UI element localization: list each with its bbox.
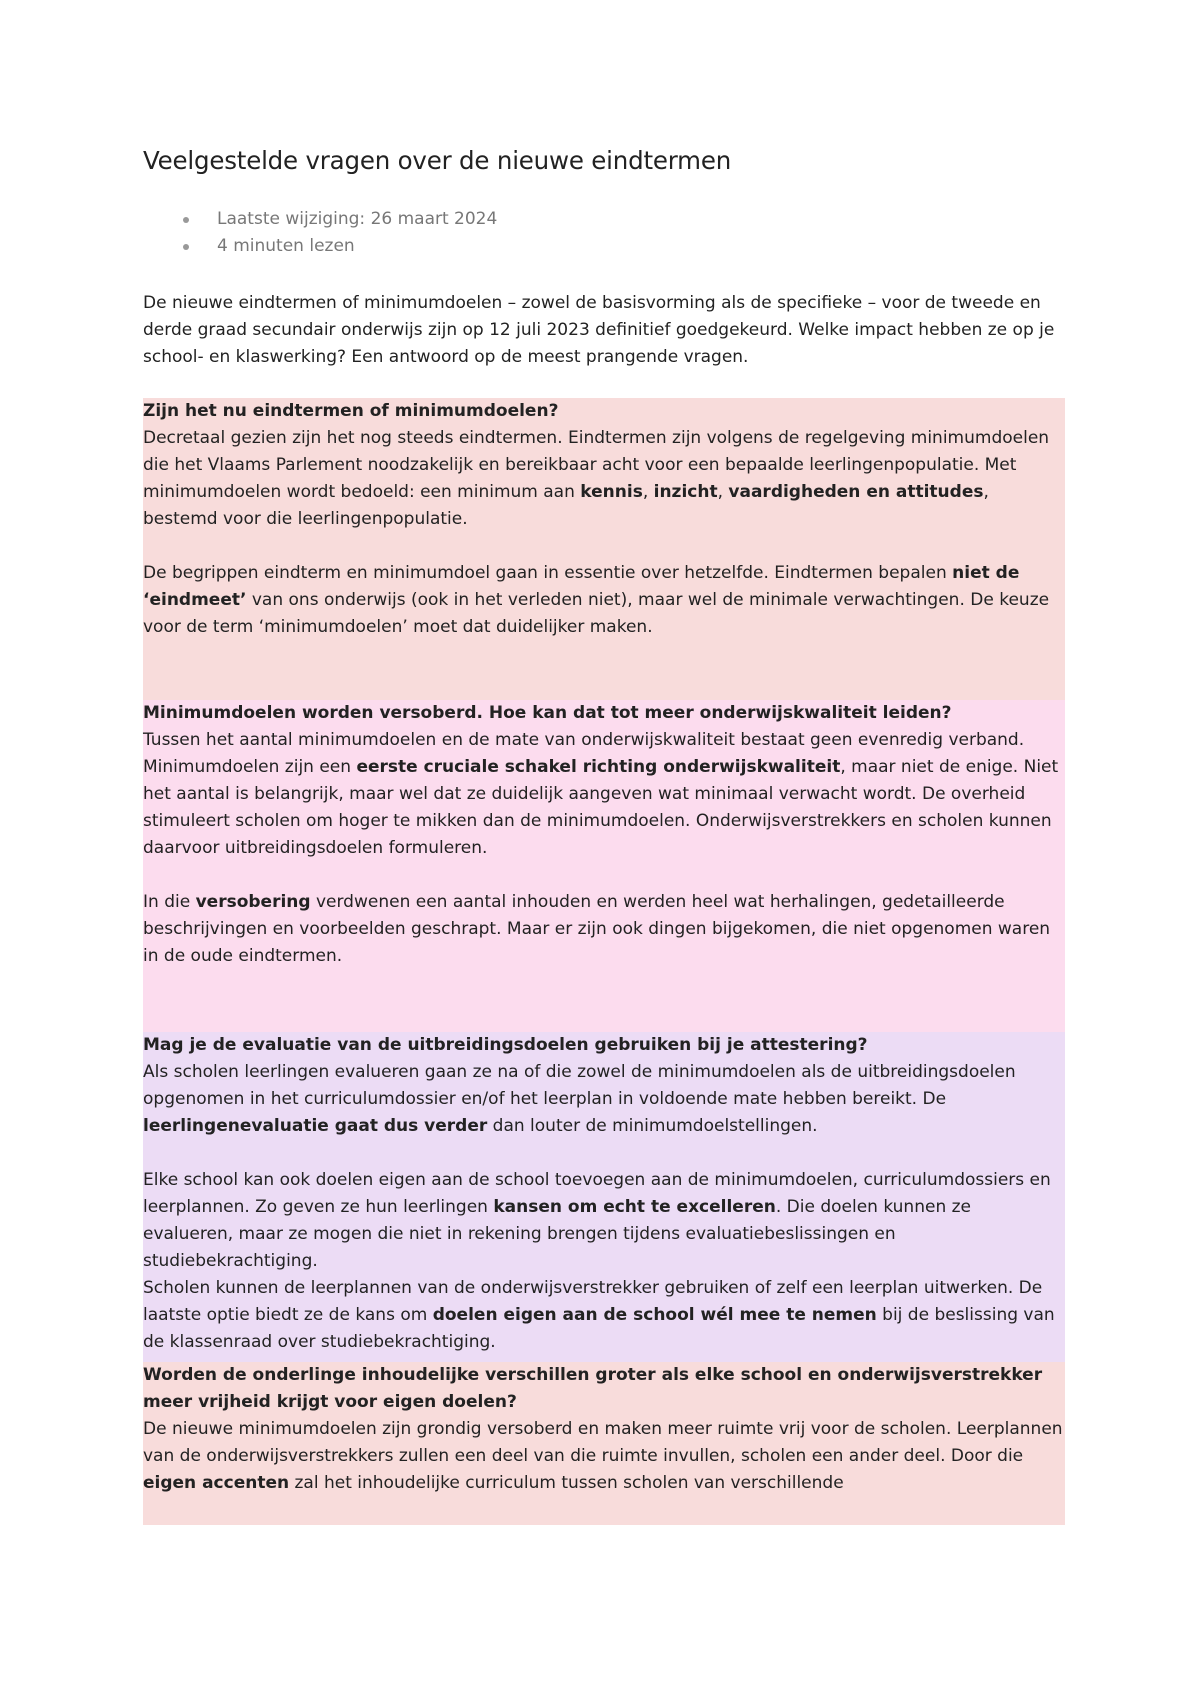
faq-section-4 <box>143 1362 1065 1525</box>
faq-question: Mag je de evaluatie van de uitbreidingsdoelen gebruiken bij je attestering? <box>143 1035 868 1055</box>
article-meta-list <box>143 206 497 260</box>
faq-question: Zijn het nu eindtermen of minimumdoelen? <box>143 401 559 421</box>
faq-answer-paragraph: Elke school kan ook doelen eigen aan de school toevoegen aan de minimumdoelen, curriculumdossiers en leerplannen. Zo geven ze hun leerlingen kansen om echt te excelleren. Die doelen kunnen ze evalueren, maar ze mogen die niet in rekening brengen tijdens evaluatiebeslissingen en studiebekrachtiging. <box>143 1170 1051 1271</box>
faq-answer-paragraph: Tussen het aantal minimumdoelen en de mate van onderwijskwaliteit bestaat geen evenredig verband. Minimumdoelen zijn een eerste cruciale schakel richting onderwijskwaliteit, maar niet de enige. Niet het aantal is belangrijk, maar wel dat ze duidelijk aangeven wat minimaal verwacht wordt. De overheid stimuleert scholen om hoger te mikken dan de minimumdoelen. Onderwijsverstrekkers en scholen kunnen daarvoor uitbreidingsdoelen formuleren. <box>143 730 1059 858</box>
faq-answer-paragraph: Als scholen leerlingen evalueren gaan ze na of die zowel de minimumdoelen als de uitbreidingsdoelen opgenomen in het curriculumdossier en/of het leerplan in voldoende mate hebben bereikt. De leerlingenevaluatie gaat dus verder dan louter de minimumdoelstellingen. <box>143 1062 1016 1136</box>
faq-section-3 <box>143 1032 1065 1362</box>
faq-answer-paragraph: De begrippen eindterm en minimumdoel gaan in essentie over hetzelfde. Eindtermen bepalen niet de ‘eindmeet’ van ons onderwijs (ook in het verleden niet), maar wel de minimale verwachtingen. De keuze voor de term ‘minimumdoelen’ moet dat duidelijker maken. <box>143 563 1050 637</box>
last-modified-date: Laatste wijziging: 26 maart 2024 <box>143 206 497 233</box>
intro-paragraph: De nieuwe eindtermen of minimumdoelen – zowel de basisvorming als de specifieke – voor de tweede en derde graad secundair onderwijs zijn op 12 juli 2023 definitief goedgekeurd. Welke impact hebben ze op je school- en klaswerking? Een antwoord op de meest prangende vragen. <box>143 293 1055 367</box>
faq-question: Minimumdoelen worden versoberd. Hoe kan dat tot meer onderwijskwaliteit leiden? <box>143 703 952 723</box>
faq-answer-paragraph: Scholen kunnen de leerplannen van de onderwijsverstrekker gebruiken of zelf een leerplan uitwerken. De laatste optie biedt ze de kans om doelen eigen aan de school wél mee te nemen bij de beslissing van de klassenraad over studiebekrachtiging. <box>143 1278 1055 1352</box>
faq-answer-paragraph: In die versobering verdwenen een aantal inhouden en werden heel wat herhalingen, gedetailleerde beschrijvingen en voorbeelden geschrapt. Maar er zijn ook dingen bijgekomen, die niet opgenomen waren in de oude eindtermen. <box>143 892 1051 966</box>
faq-section-1 <box>143 398 1065 700</box>
faq-answer-paragraph: De nieuwe minimumdoelen zijn grondig versoberd en maken meer ruimte vrij voor de scholen. Leerplannen van de onderwijsverstrekkers zullen een deel van die ruimte invullen, scholen een ander deel. Door die eigen accenten zal het inhoudelijke curriculum tussen scholen van verschillende <box>143 1419 1063 1493</box>
page-title: Veelgestelde vragen over de nieuwe eindtermen <box>143 146 732 175</box>
faq-answer-paragraph: Decretaal gezien zijn het nog steeds eindtermen. Eindtermen zijn volgens de regelgeving minimumdoelen die het Vlaams Parlement noodzakelijk en bereikbaar acht voor een bepaalde leerlingenpopulatie. Met minimumdoelen wordt bedoeld: een minimum aan kennis, inzicht, vaardigheden en attitudes, bestemd voor die leerlingenpopulatie. <box>143 428 1050 529</box>
reading-time: 4 minuten lezen <box>143 233 497 260</box>
faq-section-2 <box>143 700 1065 1032</box>
faq-question: Worden de onderlinge inhoudelijke verschillen groter als elke school en onderwijsverstrekker meer vrijheid krijgt voor eigen doelen? <box>143 1365 1043 1412</box>
